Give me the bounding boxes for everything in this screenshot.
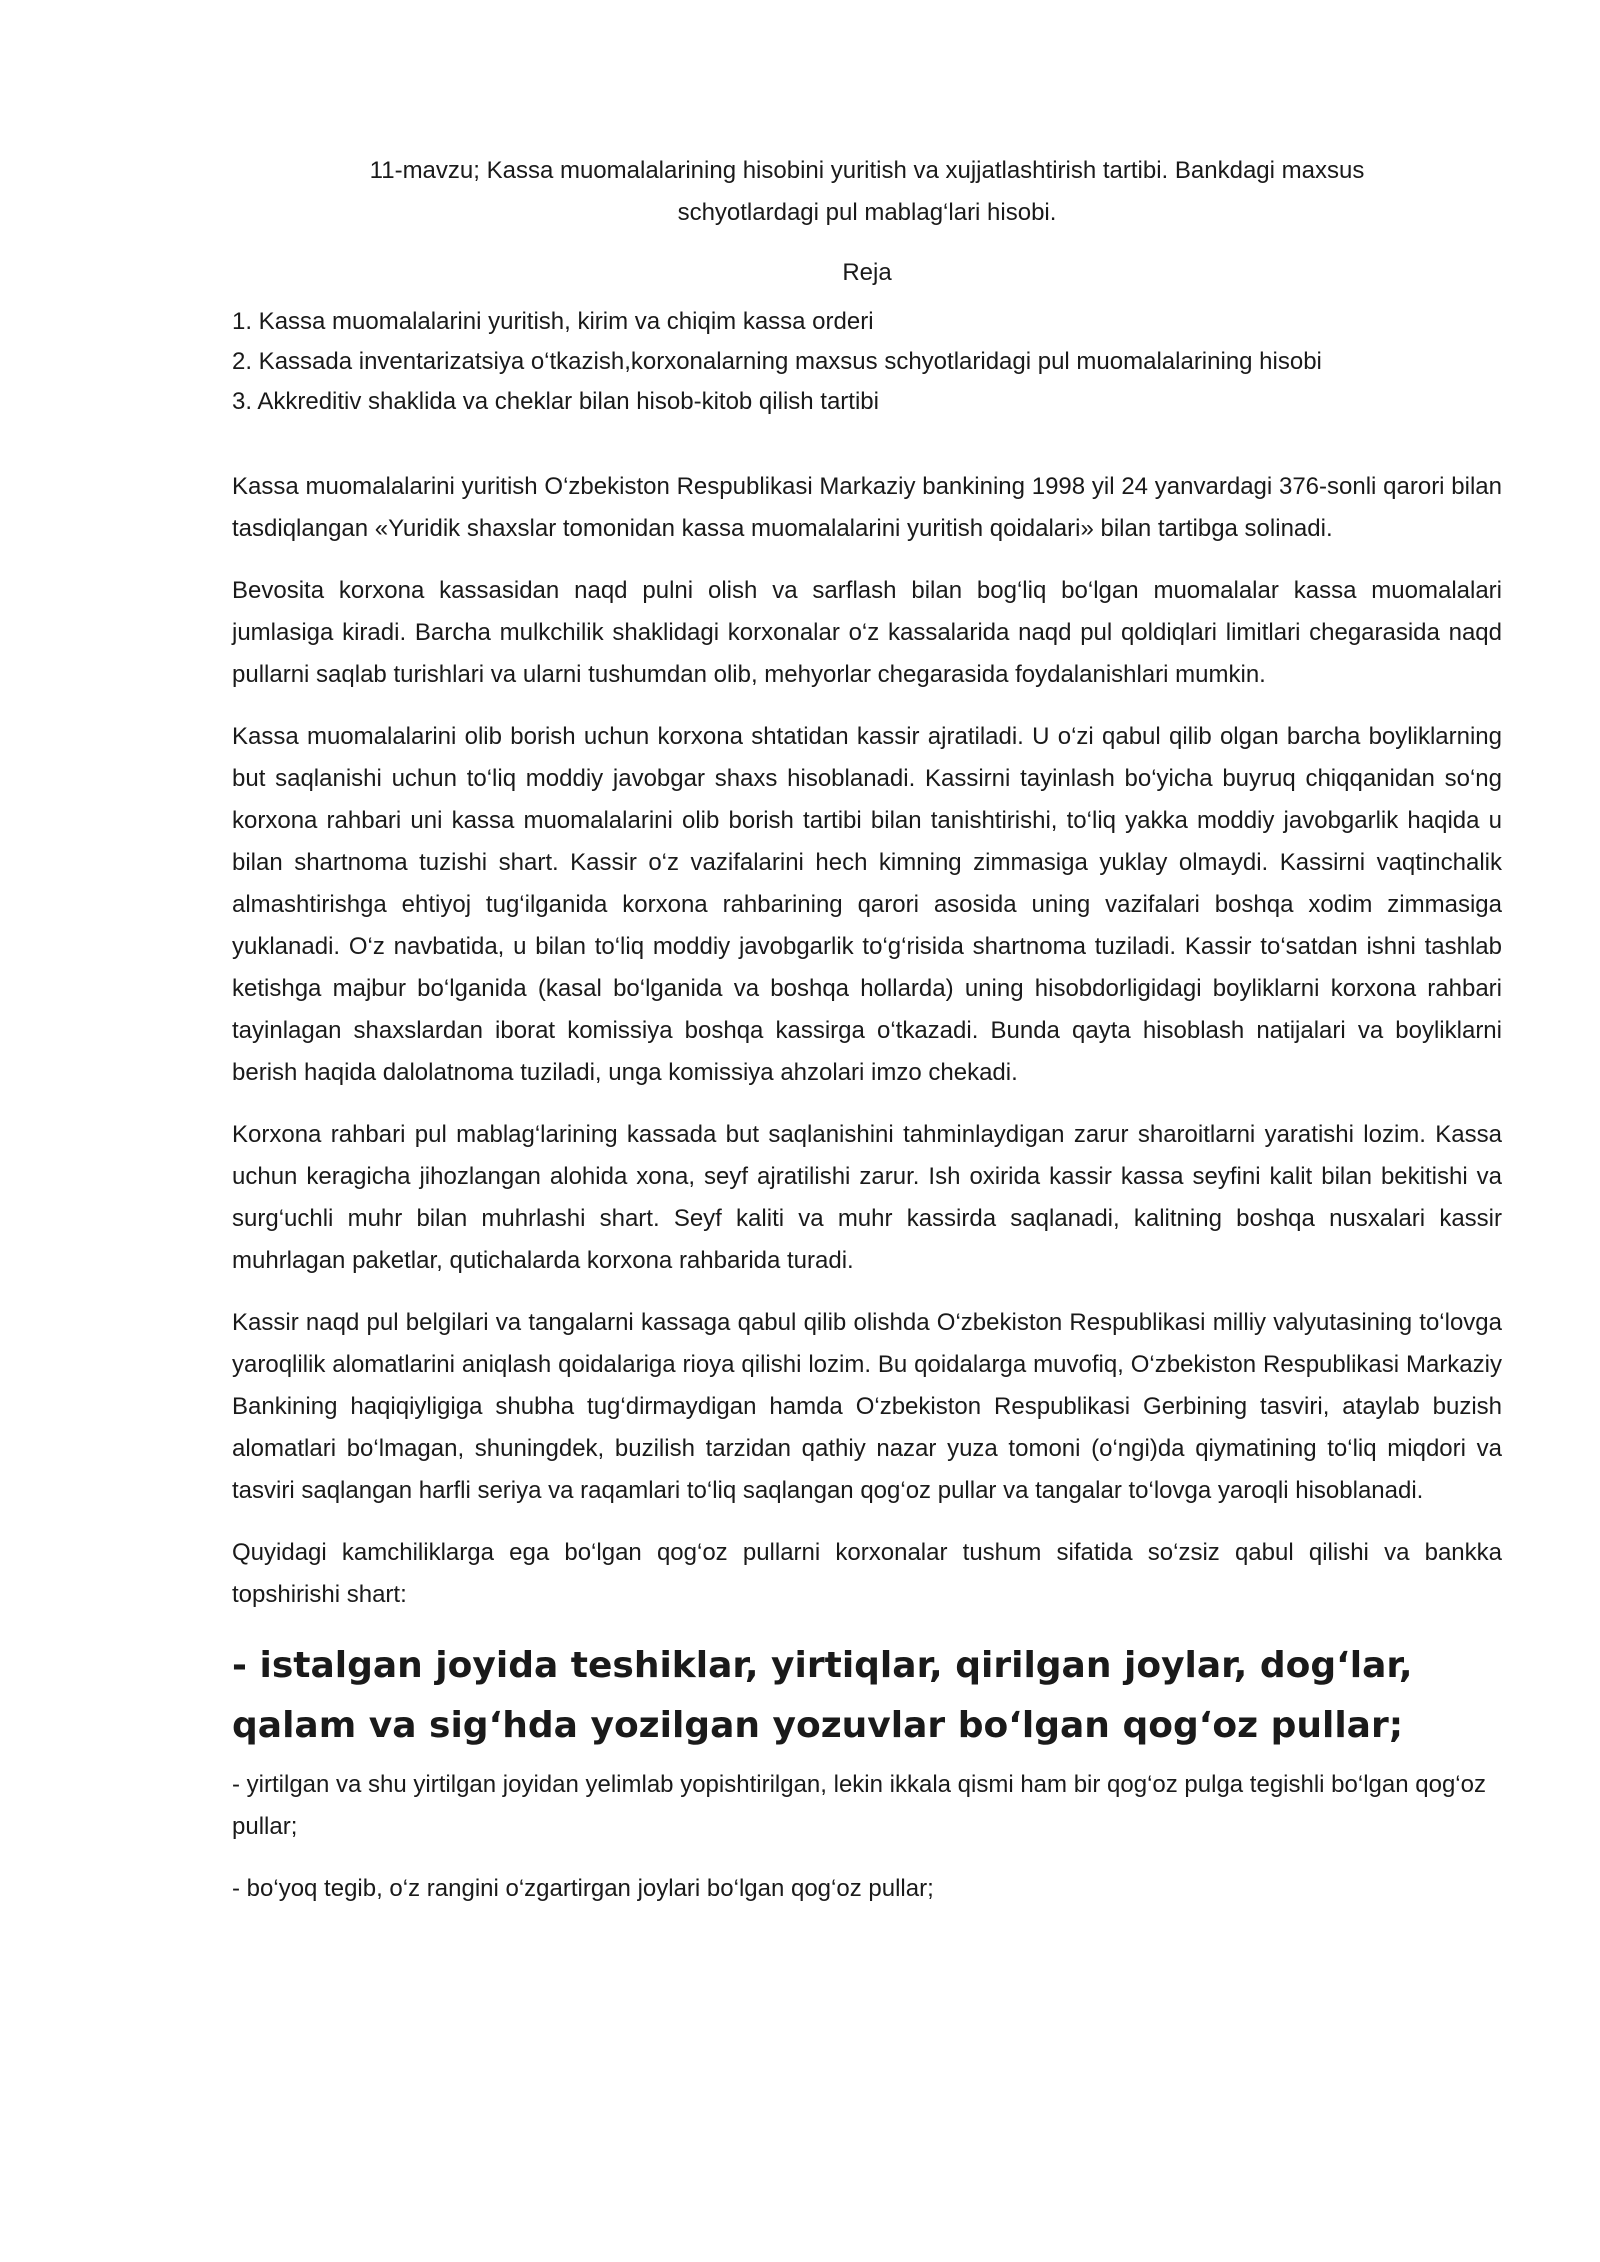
title-line-2: schyotlardagi pul mablag‘lari hisobi. xyxy=(677,199,1057,226)
title-line-1: 11-mavzu; Kassa muomalalarining hisobini yuritish va xujjatlashtirish tartibi. Bankdagi maxsus xyxy=(369,157,1365,184)
body-paragraph: Kassa muomalalarini olib borish uchun korxona shtatidan kassir ajratiladi. U o‘zi qabul qilib olgan barcha boyliklarning but saqlanishi uchun to‘liq moddiy javobgar shaxs hisoblanadi. Kassirni tayinlash bo‘yicha buyruq chiqqanidan so‘ng korxona rahbari uni kassa muomalalarini olib borish tartibi bilan tanishtirishi, to‘liq yakka moddiy javobgarlik haqida u bilan shartnoma tuzishi shart. Kassir o‘z vazifalarini hech kimning zimmasiga yuklay olmaydi. Kassirni vaqtinchalik almashtirishga ehtiyoj tug‘ilganida korxona rahbarining qarori asosida uning vazifalari boshqa xodim zimmasiga yuklanadi. O‘z navbatida, u bilan to‘liq moddiy javobgarlik to‘g‘risida shartnoma tuziladi. Kassir to‘satdan ishni tashlab ketishga majbur bo‘lganida (kasal bo‘lganida va boshqa hollarda) uning hisobdorligidagi boyliklarni korxona rahbari tayinlagan shaxslardan iborat komissiya boshqa kassirga o‘tkazadi. Bunda qayta hisoblash natijalari va boyliklarni berish haqida dalolatnoma tuziladi, unga komissiya ahzolari imzo chekadi. xyxy=(232,723,1502,1086)
plan-list xyxy=(232,302,1502,422)
body-paragraph: Korxona rahbari pul mablag‘larining kassada but saqlanishini tahminlaydigan zarur sharoitlarni yaratishi lozim. Kassa uchun keragicha jihozlangan alohida xona, seyf ajratilishi zarur. Ish oxirida kassir kassa seyfini kalit bilan bekitishi va surg‘uchli muhr bilan muhrlashi shart. Seyf kaliti va muhr kassirda saqlanadi, kalitning boshqa nusxalari kassir muhrlagan paketlar, qutichalarda korxona rahbarida turadi. xyxy=(232,1121,1502,1274)
list-item: - yirtilgan va shu yirtilgan joyidan yelimlab yopishtirilgan, lekin ikkala qismi ham bir qog‘oz pulga tegishli bo‘lgan qog‘oz pullar; xyxy=(232,1771,1486,1840)
plan-heading: Reja xyxy=(842,259,892,286)
plan-item: 2. Kassada inventarizatsiya o‘tkazish,korxonalarning maxsus schyotlaridagi pul muomalalarining hisobi xyxy=(232,348,1322,375)
list-item: - bo‘yoq tegib, o‘z rangini o‘zgartirgan joylari bo‘lgan qog‘oz pullar; xyxy=(232,1875,934,1902)
document-page xyxy=(232,150,1502,1930)
plan-item: 1. Kassa muomalalarini yuritish, kirim va chiqim kassa orderi xyxy=(232,308,874,335)
body-paragraph: Kassa muomalalarini yuritish O‘zbekiston Respublikasi Markaziy bankining 1998 yil 24 yanvardagi 376-sonli qarori bilan tasdiqlangan «Yuridik shaxslar tomonidan kassa muomalalarini yuritish qoidalari» bilan tartibga solinadi. xyxy=(232,473,1502,542)
plan-item: 3. Akkreditiv shaklida va cheklar bilan hisob-kitob qilish tartibi xyxy=(232,388,879,415)
body-paragraph: Quyidagi kamchiliklarga ega bo‘lgan qog‘oz pullarni korxonalar tushum sifatida so‘zsiz qabul qilishi va bankka topshirishi shart: xyxy=(232,1539,1502,1608)
body-paragraph: Bevosita korxona kassasidan naqd pulni olish va sarflash bilan bog‘liq bo‘lgan muomalalar kassa muomalalari jumlasiga kiradi. Barcha mulkchilik shaklidagi korxonalar o‘z kassalarida naqd pul qoldiqlari limitlari chegarasida naqd pullarni saqlab turishlari va ularni tushumdan olib, mehyorlar chegarasida foydalanishlari mumkin. xyxy=(232,577,1502,688)
bold-list-item: - istalgan joyida teshiklar, yirtiqlar, qirilgan joylar, dog‘lar, qalam va sig‘hda yozilgan yozuvlar bo‘lgan qog‘oz pullar; xyxy=(232,1645,1413,1746)
body-paragraph: Kassir naqd pul belgilari va tangalarni kassaga qabul qilib olishda O‘zbekiston Respublikasi milliy valyutasining to‘lovga yaroqlilik alomatlarini aniqlash qoidalariga rioya qilishi lozim. Bu qoidalarga muvofiq, O‘zbekiston Respublikasi Markaziy Bankining haqiqiyligiga shubha tug‘dirmaydigan hamda O‘zbekiston Respublikasi Gerbining tasviri, ataylab buzish alomatlari bo‘lmagan, shuningdek, buzilish tarzidan qathiy nazar yuza tomoni (o‘ngi)da qiymatining to‘liq miqdori va tasviri saqlangan harfli seriya va raqamlari to‘liq saqlangan qog‘oz pullar va tangalar to‘lovga yaroqli hisoblanadi. xyxy=(232,1309,1502,1504)
document-title xyxy=(232,150,1502,234)
